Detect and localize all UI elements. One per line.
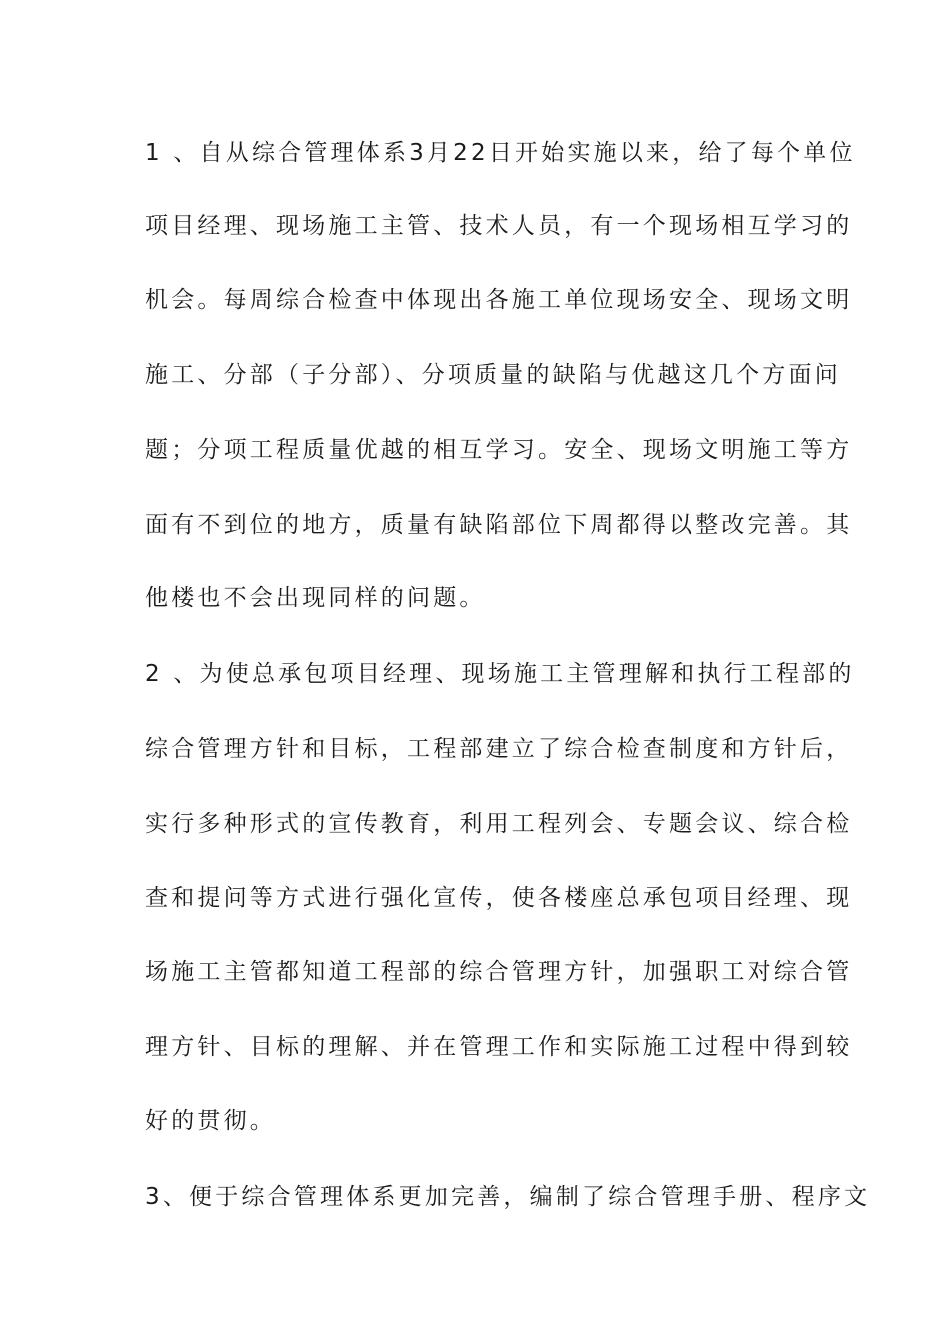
- paragraph-2-line-7: 好的贯彻。: [145, 1108, 276, 1134]
- paragraph-2-line-5: 场施工主管都知道工程部的综合管理方针，加强职工对综合管: [145, 959, 853, 985]
- paragraph-1-line-4: 施工、分部（子分部）、分项质量的缺陷与优越这几个方面问: [145, 362, 841, 388]
- paragraph-2-line-2: 综合管理方针和目标，工程部建立了综合检查制度和方针后，: [145, 736, 853, 762]
- paragraph-2-line-3: 实行多种形式的宣传教育，利用工程列会、专题会议、综合检: [145, 811, 853, 837]
- paragraph-2-line-1: 2 、为使总承包项目经理、现场施工主管理解和执行工程部的: [145, 661, 855, 687]
- paragraph-1-line-6: 面有不到位的地方，质量有缺陷部位下周都得以整改完善。其: [145, 512, 853, 538]
- paragraph-1-line-7: 他楼也不会出现同样的问题。: [145, 585, 486, 611]
- paragraph-1-line-3: 机会。每周综合检查中体现出各施工单位现场安全、现场文明: [145, 287, 853, 313]
- paragraph-2-line-6: 理方针、目标的理解、并在管理工作和实际施工过程中得到较: [145, 1034, 853, 1060]
- paragraph-3-line-1: 3、便于综合管理体系更加完善，编制了综合管理手册、程序文: [145, 1184, 871, 1210]
- paragraph-1-line-2: 项目经理、现场施工主管、技术人员，有一个现场相互学习的: [145, 213, 853, 239]
- paragraph-1-line-5: 题；分项工程质量优越的相互学习。安全、现场文明施工等方: [145, 437, 853, 463]
- paragraph-2-line-4: 查和提问等方式进行强化宣传，使各楼座总承包项目经理、现: [145, 885, 853, 911]
- paragraph-1-line-1: 1 、自从综合管理体系3月22日开始实施以来，给了每个单位: [145, 140, 856, 166]
